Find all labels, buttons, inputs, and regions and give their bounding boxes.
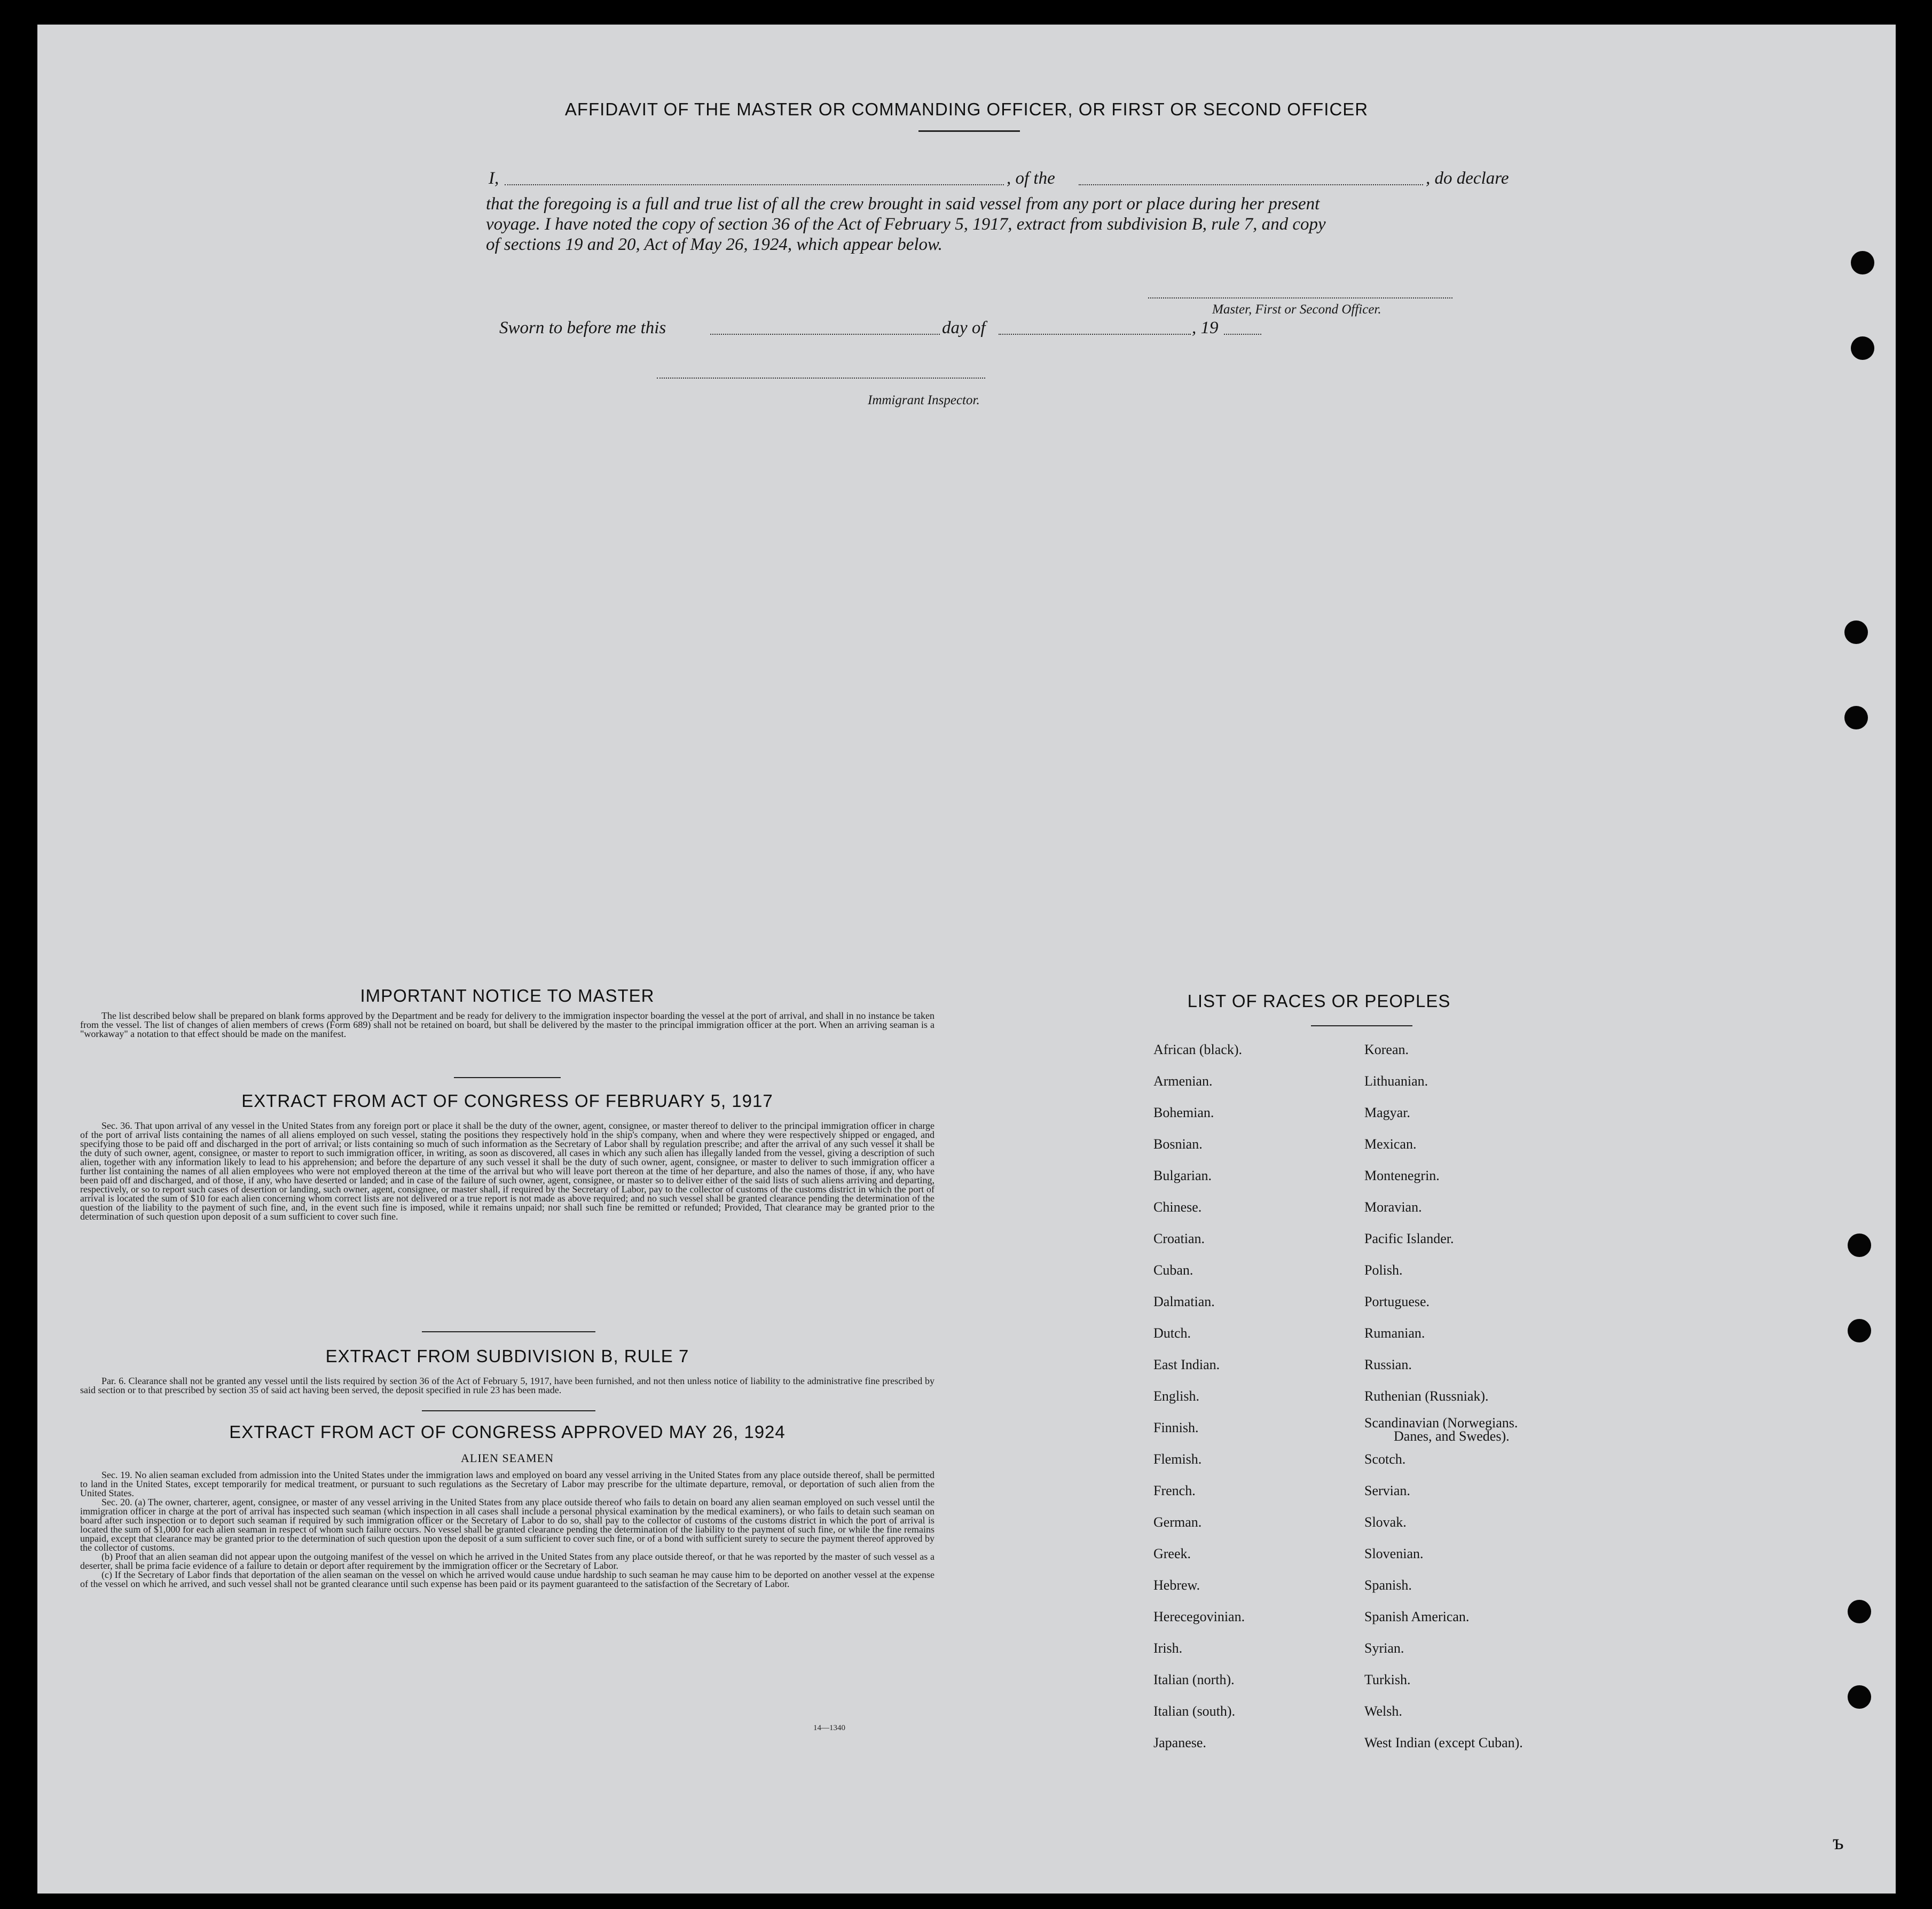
master-signature-blank[interactable] xyxy=(1148,297,1452,298)
race-left-6: Croatian. xyxy=(1153,1231,1205,1246)
race-left-21: Italian (south). xyxy=(1153,1703,1236,1719)
race-right-4: Montenegrin. xyxy=(1364,1168,1440,1183)
section-20c: (c) If the Secretary of Labor finds that deportation of the alien seaman on the vessel on which he arrived would cause undue hardship to such seaman he may cause him to be deported on another vessel at the expense of the vessel on which he arrived, and such vessel shall not be granted clearance until such expense has been paid or its payment guaranteed to the satisfaction of the Secretary of Labor. xyxy=(80,1569,934,1589)
vessel-blank[interactable] xyxy=(1079,184,1423,185)
race-right-12: Scandinavian (Norwegians. xyxy=(1364,1415,1518,1431)
race-right-16: Slovenian. xyxy=(1364,1546,1424,1561)
race-right-13: Scotch. xyxy=(1364,1451,1406,1467)
race-left-5: Chinese. xyxy=(1153,1199,1202,1215)
name-blank[interactable] xyxy=(505,184,1004,185)
race-left-3: Bosnian. xyxy=(1153,1136,1203,1152)
punch-hole-icon xyxy=(1848,1234,1871,1257)
race-right-1: Lithuanian. xyxy=(1364,1073,1428,1089)
race-right-22: West Indian (except Cuban). xyxy=(1364,1735,1523,1750)
race-left-2: Bohemian. xyxy=(1153,1105,1214,1120)
races-title: LIST OF RACES OR PEOPLES xyxy=(1187,991,1451,1011)
notice-text: The list described below shall be prepared on blank forms approved by the Department and be ready for delivery to the immigration inspector boarding the vessel at the port of arrival, and shall in no instance be taken from the vessel. The list of changes of alien members of crews (Form 689) shall not be retained on board, but shall be delivered by the master to the principal immigration officer at the port. When an arriving seaman is a "workaway" a notation to that effect should be made on the manifest. xyxy=(80,1010,934,1039)
race-right-18: Spanish American. xyxy=(1364,1609,1470,1624)
punch-hole-icon xyxy=(1844,620,1868,644)
title-rule xyxy=(918,130,1020,132)
race-left-20: Italian (north). xyxy=(1153,1672,1235,1687)
subdivision-b-title: EXTRACT FROM SUBDIVISION B, RULE 7 xyxy=(325,1346,689,1366)
affidavit-line-2: voyage. I have noted the copy of section 36 of the Act of February 5, 1917, extract from subdivision B, rule 7, and copy xyxy=(486,215,1326,234)
corner-handwritten-mark: ъ xyxy=(1833,1830,1844,1854)
race-right-8: Portuguese. xyxy=(1364,1294,1430,1309)
section-20a: Sec. 20. (a) The owner, charterer, agent, consignee, or master of any vessel arriving in the United States from any place outside thereof who fails to detain on board any alien seaman employed on such vessel until the immigration officer in charge at the port of arrival has inspected such seaman (which inspection in all cases shall include a personal physical examination by the medical examiners), or who fails to detain such seaman on board after such inspection or to deport such seaman if required by such immigration officer or the Secretary of Labor to do so, shall pay to the collector of customs of the customs district in which the port of arrival is located the sum of $1,000 for each alien seaman in respect of whom such failure occurs. No vessel shall be granted clearance pending the determination of the liability to the payment of such fine, or while the fine remains unpaid, except that clearance may be granted prior to the determination of such question upon the deposit of a sum sufficient to cover such fine, or of a bond with sufficient surety to secure the payment thereof approved by the collector of customs. xyxy=(80,1497,934,1553)
race-left-12: Finnish. xyxy=(1153,1420,1199,1435)
document-sheet xyxy=(37,25,1896,1894)
day-of-label: day of xyxy=(942,318,986,337)
race-left-15: German. xyxy=(1153,1514,1202,1530)
alien-seamen-subtitle: ALIEN SEAMEN xyxy=(461,1451,554,1465)
affidavit-i-label: I, xyxy=(489,169,499,188)
race-right-17: Spanish. xyxy=(1364,1577,1412,1593)
race-left-11: English. xyxy=(1153,1388,1199,1404)
race-left-14: French. xyxy=(1153,1483,1196,1498)
extract-1917-title: EXTRACT FROM ACT OF CONGRESS OF FEBRUARY 5, 1917 xyxy=(241,1091,773,1111)
master-signature-label: Master, First or Second Officer. xyxy=(1212,302,1381,317)
extract-1917-rule xyxy=(422,1331,595,1332)
sworn-day-blank[interactable] xyxy=(710,333,940,335)
race-left-9: Dutch. xyxy=(1153,1325,1191,1341)
affidavit-title: AFFIDAVIT OF THE MASTER OR COMMANDING OFFICER, OR FIRST OR SECOND OFFICER xyxy=(564,99,1369,119)
race-right-12-continuation: Danes, and Swedes). xyxy=(1394,1428,1510,1444)
punch-hole-icon xyxy=(1851,336,1874,360)
year-label: , 19 xyxy=(1192,318,1219,337)
extract-1924-text xyxy=(80,1471,934,1589)
race-right-20: Turkish. xyxy=(1364,1672,1411,1687)
race-right-6: Pacific Islander. xyxy=(1364,1231,1454,1246)
notice-title: IMPORTANT NOTICE TO MASTER xyxy=(360,986,655,1005)
race-left-4: Bulgarian. xyxy=(1153,1168,1212,1183)
race-left-18: Herecegovinian. xyxy=(1153,1609,1245,1624)
punch-hole-icon xyxy=(1848,1685,1871,1709)
race-right-3: Mexican. xyxy=(1364,1136,1417,1152)
race-right-14: Servian. xyxy=(1364,1483,1410,1498)
section-19: Sec. 19. No alien seaman excluded from admission into the United States under the immigration laws and employed on board any vessel arriving in the United States from any place outside thereof, shall be permitted to land in the United States, except temporarily for medical treatment, or pursuant to such regulations as the Secretary of Labor may prescribe for the ultimate departure, removal, or deportation of such alien from the United States. xyxy=(80,1470,934,1498)
race-right-10: Russian. xyxy=(1364,1357,1412,1372)
race-left-7: Cuban. xyxy=(1153,1262,1193,1278)
race-left-19: Irish. xyxy=(1153,1640,1183,1656)
punch-hole-icon xyxy=(1848,1600,1871,1623)
race-right-21: Welsh. xyxy=(1364,1703,1402,1719)
race-left-10: East Indian. xyxy=(1153,1357,1220,1372)
race-right-11: Ruthenian (Russniak). xyxy=(1364,1388,1489,1404)
affidavit-line-3: of sections 19 and 20, Act of May 26, 1924, which appear below. xyxy=(486,235,943,254)
punch-hole-icon xyxy=(1851,251,1874,274)
race-left-16: Greek. xyxy=(1153,1546,1191,1561)
race-right-7: Polish. xyxy=(1364,1262,1403,1278)
of-the-label: , of the xyxy=(1007,169,1055,188)
race-left-13: Flemish. xyxy=(1153,1451,1202,1467)
inspector-signature-blank[interactable] xyxy=(657,377,985,379)
affidavit-line-1: that the foregoing is a full and true list of all the crew brought in said vessel from any port or place during her present xyxy=(486,194,1320,214)
form-number: 14—1340 xyxy=(813,1724,845,1732)
race-right-15: Slovak. xyxy=(1364,1514,1407,1530)
extract-1924-title: EXTRACT FROM ACT OF CONGRESS APPROVED MAY 26, 1924 xyxy=(229,1422,786,1442)
race-left-8: Dalmatian. xyxy=(1153,1294,1215,1309)
inspector-label: Immigrant Inspector. xyxy=(868,393,980,407)
section-20b: (b) Proof that an alien seaman did not appear upon the outgoing manifest of the vessel on which he arrived in the United States from any place outside thereof, or that he was reported by the master of such vessel as a deserter, shall be prima facie evidence of a failure to detain or deport after requirement by the immigration officer or the Secretary of Labor. xyxy=(80,1551,934,1571)
race-right-2: Magyar. xyxy=(1364,1105,1410,1120)
extract-1917-text: Sec. 36. That upon arrival of any vessel in the United States from any foreign port or place it shall be the duty of the owner, agent, consignee, or master thereof to deliver to the principal immigration officer in charge of the port of arrival lists containing the names of all aliens employed on such vessel, stating the positions they respectively hold in the ship's company, when and where they were respectively shipped or engaged, and specifying those to be paid off and discharged in the port of arrival; or lists containing so much of such information as the Secretary of Labor shall by regulation prescribe; and after the arrival of any such vessel it shall be the duty of such owner, agent, consignee, or master to report to such immigration officer, in writing, as soon as discovered, all cases in which any such alien has illegally landed from the vessel, giving a description of such alien, together with any information likely to lead to his apprehension; and before the departure of any such vessel it shall be the duty of such owner, agent, consignee, or master to deliver to such immigration officer a further list containing the names of all alien employees who were not employed thereon at the time of the arrival but who will leave port thereon at the time of her departure, and also the names of those, if any, who have been paid off and discharged, and of those, if any, who have deserted or landed; and in case of the failure of such owner, agent, consignee, or master so to deliver either of the said lists of such aliens arriving and departing, respectively, or so to report such cases of desertion or landing, such owner, agent, consignee, or master shall, if required by the Secretary of Labor, pay to the collector of customs of the customs district in which the port of arrival is located the sum of $10 for each alien concerning whom correct lists are not delivered or a true report is not made as above required; and no such vessel shall be granted clearance pending the determination of the question of the liability to the payment of such fine, and, in the event such fine is imposed, while it remains unpaid; nor shall such fine be remitted or refunded; Provided, That clearance may be granted prior to the determination of such question upon deposit of a sum sufficient to cover such fine. xyxy=(80,1120,934,1222)
punch-hole-icon xyxy=(1844,706,1868,729)
race-left-1: Armenian. xyxy=(1153,1073,1213,1089)
race-right-19: Syrian. xyxy=(1364,1640,1404,1656)
sworn-year-blank[interactable] xyxy=(1224,333,1261,335)
subdivision-b-rule xyxy=(422,1410,595,1411)
subdivision-b-text: Par. 6. Clearance shall not be granted any vessel until the lists required by section 36 of the Act of February 5, 1917, have been furnished, and not then unless notice of liability to the administrative fine prescribed by said section or to that prescribed by section 35 of said act having been served, the deposit specified in rule 23 has been made. xyxy=(80,1376,934,1395)
race-left-0: African (black). xyxy=(1153,1042,1243,1057)
notice-rule xyxy=(454,1077,561,1078)
race-right-9: Rumanian. xyxy=(1364,1325,1425,1341)
sworn-label: Sworn to before me this xyxy=(499,318,666,337)
do-declare-label: , do declare xyxy=(1426,169,1509,188)
race-left-17: Hebrew. xyxy=(1153,1577,1200,1593)
sworn-month-blank[interactable] xyxy=(999,333,1191,335)
race-right-5: Moravian. xyxy=(1364,1199,1422,1215)
race-right-0: Korean. xyxy=(1364,1042,1409,1057)
races-rule xyxy=(1311,1025,1412,1026)
race-left-22: Japanese. xyxy=(1153,1735,1206,1750)
punch-hole-icon xyxy=(1848,1319,1871,1342)
